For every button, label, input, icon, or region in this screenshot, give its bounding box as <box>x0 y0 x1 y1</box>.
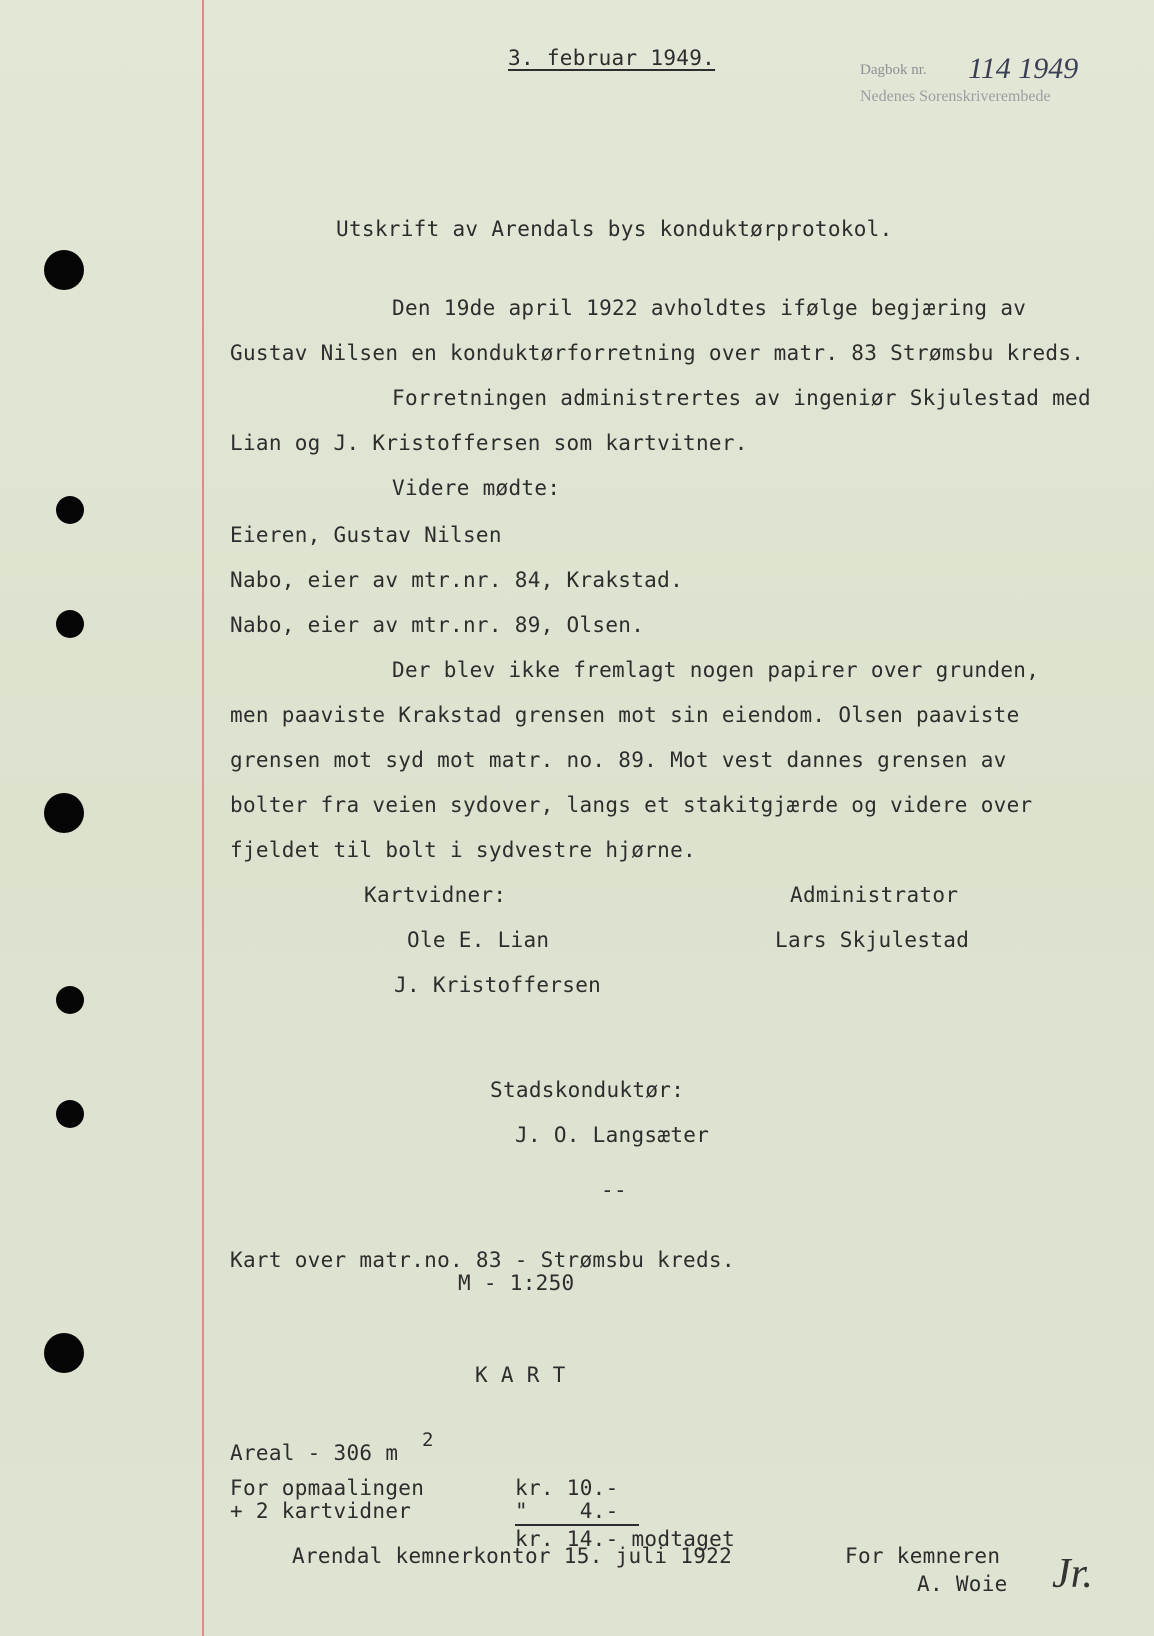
stadskonduktor-label: Stadskonduktør: <box>490 1078 685 1102</box>
map-heading: K A R T <box>475 1363 566 1387</box>
areal-line: Areal - 306 m <box>230 1441 399 1465</box>
punch-hole <box>56 986 84 1014</box>
administrator-label: Administrator <box>790 883 959 907</box>
kartvidner-name: Ole E. Lian <box>407 928 550 952</box>
handwritten-initials: Jr. <box>1052 1551 1093 1597</box>
administrator-name: Lars Skjulestad <box>775 928 970 952</box>
stamp-number: 114 1949 <box>968 52 1079 85</box>
body-line: Videre mødte: <box>392 476 561 500</box>
body-line: fjeldet til bolt i sydvestre hjørne. <box>230 838 696 862</box>
for-name: A. Woie <box>917 1572 1008 1596</box>
map-title: Kart over matr.no. 83 - Strømsbu kreds. <box>230 1248 735 1272</box>
fee-amount: kr. 10.- <box>515 1476 619 1500</box>
body-line: Eieren, Gustav Nilsen <box>230 523 502 547</box>
stamp-office: Nedenes Sorenskriverembede <box>860 88 1051 105</box>
document-title: Utskrift av Arendals bys konduktørprotokol. <box>336 217 893 241</box>
fee-label: + 2 kartvidner <box>230 1499 412 1523</box>
kartvidner-name: J. Kristoffersen <box>394 973 602 997</box>
sum-underline <box>515 1524 639 1526</box>
body-line: Nabo, eier av mtr.nr. 84, Krakstad. <box>230 568 684 592</box>
body-line: Der blev ikke fremlagt nogen papirer over grunden, <box>392 658 1040 682</box>
body-line: Nabo, eier av mtr.nr. 89, Olsen. <box>230 613 645 637</box>
punch-hole <box>44 1333 84 1373</box>
body-line: grensen mot syd mot matr. no. 89. Mot vest dannes grensen av <box>230 748 1007 772</box>
body-line: bolter fra veien sydover, langs et stakitgjærde og videre over <box>230 793 1033 817</box>
punch-hole <box>44 793 84 833</box>
punch-hole <box>56 610 84 638</box>
body-line: Den 19de april 1922 avholdtes ifølge begjæring av <box>392 296 1027 320</box>
kartvidner-label: Kartvidner: <box>364 883 507 907</box>
margin-line <box>202 0 204 1636</box>
fee-total: kr. 14.- modtaget <box>515 1527 736 1551</box>
office-line: Arendal kemnerkontor 15. juli 1922 <box>292 1544 733 1568</box>
body-line: Forretningen administrertes av ingeniør Skjulestad med <box>392 386 1091 410</box>
separator: -- <box>601 1178 627 1202</box>
stadskonduktor-name: J. O. Langsæter <box>515 1123 710 1147</box>
punch-hole <box>56 496 84 524</box>
punch-hole <box>56 1100 84 1128</box>
punch-hole <box>44 250 84 290</box>
fee-label: For opmaalingen <box>230 1476 425 1500</box>
map-scale: M - 1:250 <box>458 1271 575 1295</box>
body-line: Lian og J. Kristoffersen som kartvitner. <box>230 431 748 455</box>
document-date: 3. februar 1949. <box>508 46 716 70</box>
areal-superscript: 2 <box>422 1429 434 1451</box>
fee-amount: " 4.- <box>515 1499 619 1523</box>
body-line: men paaviste Krakstad grensen mot sin eiendom. Olsen paaviste <box>230 703 1020 727</box>
body-line: Gustav Nilsen en konduktørforretning over matr. 83 Strømsbu kreds. <box>230 341 1085 365</box>
stamp-label: Dagbok nr. <box>860 62 927 78</box>
for-label: For kemneren <box>845 1544 1001 1568</box>
